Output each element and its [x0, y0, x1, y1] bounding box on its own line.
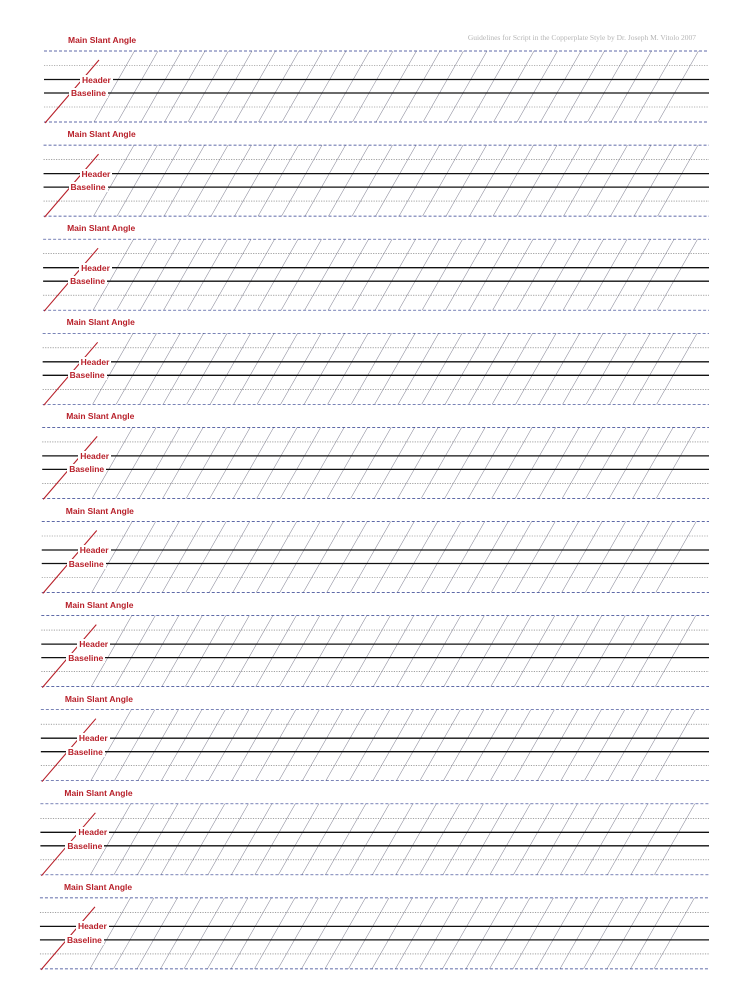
- slant-guide-line: [469, 239, 509, 310]
- slant-guide-line: [163, 333, 203, 404]
- slant-guide-line: [632, 522, 672, 593]
- slant-guide-line: [281, 239, 321, 310]
- slant-guide-line: [304, 427, 344, 498]
- slant-guide-line: [517, 145, 557, 216]
- slant-guide-line: [327, 522, 367, 593]
- slant-guide-line: [537, 804, 577, 875]
- slant-guide-line: [372, 898, 412, 969]
- slant-guide-line: [655, 616, 695, 687]
- slant-guide-line: [282, 145, 322, 216]
- slant-guide-line: [187, 333, 227, 404]
- slant-guide-line: [140, 239, 180, 310]
- slant-guide-line: [210, 427, 250, 498]
- slant-guide-line: [305, 145, 345, 216]
- slant-guide-line: [138, 710, 178, 781]
- slant-guide-line: [492, 427, 532, 498]
- slant-guide-line: [447, 51, 487, 122]
- slant-guide-line: [610, 333, 650, 404]
- slant-guide-line: [513, 898, 553, 969]
- slant-guide-line: [492, 333, 532, 404]
- slant-guide-line: [608, 710, 648, 781]
- slant-guide-line: [446, 239, 486, 310]
- slant-guide-line: [607, 804, 647, 875]
- slant-guide-line: [420, 710, 460, 781]
- slant-guide-line: [466, 898, 506, 969]
- slant-guide-line: [376, 51, 416, 122]
- slant-guide-line: [257, 427, 297, 498]
- slant-guide-line: [399, 239, 439, 310]
- slant-guide-line: [560, 804, 600, 875]
- slant-guide-line: [235, 145, 275, 216]
- slant-guide-line: [231, 804, 271, 875]
- slant-guide-line: [91, 710, 131, 781]
- slant-guide-line: [163, 427, 203, 498]
- slant-guide-line: [398, 333, 438, 404]
- slant-guide-line: [517, 51, 557, 122]
- slant-guide-line: [609, 522, 649, 593]
- slant-guide-line: [118, 51, 158, 122]
- slant-guide-line: [538, 616, 578, 687]
- slant-guide-line: [588, 51, 628, 122]
- slant-guide-line: [654, 898, 694, 969]
- slant-guide-line: [349, 804, 389, 875]
- slant-guide-line: [564, 145, 604, 216]
- slant-guide-line: [513, 804, 553, 875]
- slant-guide-line: [654, 804, 694, 875]
- slant-guide-line: [398, 427, 438, 498]
- baseline-label: Baseline: [68, 558, 104, 569]
- slant-guide-line: [210, 333, 250, 404]
- slant-guide-line: [141, 51, 181, 122]
- header-label: Header: [82, 74, 111, 85]
- slant-guide-line: [561, 710, 601, 781]
- slant-guide-line: [306, 51, 346, 122]
- slant-guide-line: [325, 804, 365, 875]
- slant-guide-line: [116, 333, 156, 404]
- slant-guide-line: [188, 145, 228, 216]
- slant-guide-line: [491, 616, 531, 687]
- slant-guide-line: [443, 710, 483, 781]
- baseline-label: Baseline: [69, 370, 105, 381]
- slant-guide-line: [514, 710, 554, 781]
- slant-guide-line: [611, 145, 651, 216]
- header-label: Header: [81, 262, 110, 273]
- slant-guide-line: [469, 333, 509, 404]
- slant-guide-line: [281, 333, 321, 404]
- slant-guide-line: [325, 898, 365, 969]
- slant-guide-line: [137, 898, 177, 969]
- main-slant-angle-label: Main Slant Angle: [64, 787, 133, 798]
- slant-guide-line: [632, 616, 672, 687]
- slant-guide-line: [256, 616, 296, 687]
- slant-guide-line: [353, 51, 393, 122]
- slant-guide-line: [562, 522, 602, 593]
- slant-guide-line: [490, 710, 530, 781]
- slant-guide-line: [610, 239, 650, 310]
- slant-guide-line: [493, 239, 533, 310]
- slant-guide-line: [115, 522, 155, 593]
- slant-guide-line: [91, 616, 131, 687]
- slant-guide-line: [303, 616, 343, 687]
- slant-guide-line: [561, 616, 601, 687]
- slant-guide-line: [658, 51, 698, 122]
- slant-guide-line: [207, 898, 247, 969]
- slant-guide-line: [188, 51, 228, 122]
- slant-guide-line: [633, 427, 673, 498]
- slant-guide-line: [278, 804, 318, 875]
- slant-guide-line: [186, 427, 226, 498]
- slant-guide-line: [138, 616, 178, 687]
- slant-guide-line: [656, 522, 696, 593]
- slant-guide-line: [539, 427, 579, 498]
- slant-guide-line: [466, 804, 506, 875]
- slant-guide-line: [259, 51, 299, 122]
- baseline-label: Baseline: [66, 934, 102, 945]
- header-label: Header: [77, 921, 107, 932]
- slant-guide-line: [280, 522, 320, 593]
- slant-guide-line: [328, 333, 368, 404]
- slant-guide-line: [349, 710, 389, 781]
- slant-guide-line: [231, 898, 271, 969]
- slant-guide-line: [186, 522, 226, 593]
- slant-guide-line: [536, 898, 576, 969]
- slant-guide-line: [374, 427, 414, 498]
- slant-guide-line: [397, 616, 437, 687]
- baseline-label: Baseline: [70, 276, 106, 287]
- slant-guide-line: [516, 239, 556, 310]
- header-label: Header: [80, 450, 110, 461]
- slant-guide-line: [160, 898, 200, 969]
- slant-guide-line: [630, 898, 670, 969]
- slant-guide-line: [515, 427, 555, 498]
- slant-guide-line: [208, 804, 248, 875]
- slant-guide-line: [329, 145, 369, 216]
- slant-guide-line: [305, 239, 345, 310]
- slant-guide-line: [140, 333, 180, 404]
- main-slant-angle-label: Main Slant Angle: [66, 317, 135, 328]
- slant-guide-line: [631, 710, 671, 781]
- header-label: Header: [78, 827, 108, 838]
- slant-guide-line: [467, 616, 507, 687]
- slant-guide-line: [584, 710, 624, 781]
- baseline-label: Baseline: [69, 464, 105, 475]
- slant-guide-line: [515, 522, 555, 593]
- slant-guide-line: [185, 710, 225, 781]
- slant-guide-line: [400, 51, 440, 122]
- slant-guide-line: [326, 616, 366, 687]
- slant-guide-line: [586, 333, 626, 404]
- slant-guide-line: [279, 710, 319, 781]
- slant-guide-line: [376, 145, 416, 216]
- slant-guide-line: [419, 898, 459, 969]
- slant-guide-line: [255, 710, 295, 781]
- baseline-label: Baseline: [67, 746, 103, 757]
- slant-guide-line: [540, 239, 580, 310]
- slant-guide-line: [327, 427, 367, 498]
- slant-guide-line: [232, 616, 272, 687]
- slant-guide-line: [161, 804, 201, 875]
- slant-guide-line: [422, 239, 462, 310]
- slant-guide-line: [657, 333, 697, 404]
- slant-guide-line: [92, 522, 132, 593]
- slant-guide-line: [115, 616, 155, 687]
- slant-guide-line: [634, 145, 674, 216]
- slant-guide-line: [375, 239, 415, 310]
- baseline-label: Baseline: [70, 182, 106, 193]
- slant-guide-line: [301, 898, 341, 969]
- slant-guide-line: [442, 898, 482, 969]
- slant-guide-line: [282, 51, 322, 122]
- slant-guide-line: [116, 427, 156, 498]
- slant-guide-line: [635, 51, 675, 122]
- slant-guide-line: [490, 804, 530, 875]
- slant-guide-line: [232, 710, 272, 781]
- slant-guide-line: [563, 239, 603, 310]
- slant-guide-line: [93, 239, 133, 310]
- slant-guide-line: [114, 804, 154, 875]
- slant-guide-line: [92, 427, 132, 498]
- slant-guide-line: [563, 333, 603, 404]
- slant-guide-line: [423, 51, 463, 122]
- slant-guide-line: [114, 710, 154, 781]
- header-label: Header: [81, 168, 111, 179]
- main-slant-angle-label: Main Slant Angle: [66, 411, 135, 422]
- slant-guide-line: [539, 333, 579, 404]
- slant-guide-line: [489, 898, 529, 969]
- slant-guide-line: [280, 427, 320, 498]
- slant-guide-line: [258, 145, 298, 216]
- slant-guide-line: [423, 145, 463, 216]
- slant-guide-line: [444, 616, 484, 687]
- slant-guide-line: [422, 333, 462, 404]
- slant-guide-line: [302, 804, 342, 875]
- slant-guide-line: [93, 333, 133, 404]
- slant-guide-line: [255, 804, 295, 875]
- slant-guide-line: [162, 616, 202, 687]
- slant-guide-line: [352, 145, 392, 216]
- slant-guide-line: [537, 710, 577, 781]
- slant-guide-line: [212, 51, 252, 122]
- slant-guide-line: [351, 427, 391, 498]
- header-label: Header: [78, 733, 108, 744]
- slant-guide-line: [493, 145, 533, 216]
- slant-guide-line: [304, 333, 344, 404]
- baseline-label: Baseline: [68, 652, 104, 663]
- slant-guide-line: [470, 51, 510, 122]
- slant-guide-line: [585, 616, 625, 687]
- slant-guide-line: [420, 616, 460, 687]
- slant-guide-line: [491, 522, 531, 593]
- slant-guide-line: [208, 710, 248, 781]
- slant-guide-line: [165, 51, 205, 122]
- slant-guide-line: [90, 898, 130, 969]
- slant-guide-line: [164, 239, 204, 310]
- slant-guide-line: [396, 710, 436, 781]
- slant-guide-line: [117, 145, 157, 216]
- baseline-label: Baseline: [67, 840, 103, 851]
- slant-guide-line: [399, 145, 439, 216]
- slant-guide-line: [137, 804, 177, 875]
- header-label: Header: [79, 545, 109, 555]
- slant-guide-line: [656, 427, 696, 498]
- slant-guide-line: [328, 239, 368, 310]
- slant-guide-line: [302, 710, 342, 781]
- slant-guide-line: [117, 239, 157, 310]
- slant-guide-line: [352, 239, 392, 310]
- slant-guide-line: [351, 333, 391, 404]
- slant-guide-line: [373, 616, 413, 687]
- slant-guide-line: [560, 898, 600, 969]
- slant-guide-line: [607, 898, 647, 969]
- slant-guide-line: [375, 333, 415, 404]
- slant-guide-line: [587, 239, 627, 310]
- slant-guide-line: [254, 898, 294, 969]
- slant-guide-line: [209, 616, 249, 687]
- slant-guide-line: [234, 333, 274, 404]
- slant-guide-line: [467, 710, 507, 781]
- slant-guide-line: [583, 898, 623, 969]
- slant-guide-line: [348, 898, 388, 969]
- slant-guide-line: [445, 333, 485, 404]
- slant-guide-line: [211, 145, 251, 216]
- slant-guide-line: [421, 522, 461, 593]
- main-slant-angle-label: Main Slant Angle: [65, 599, 134, 610]
- main-slant-angle-label: Main Slant Angle: [65, 505, 134, 516]
- slant-guide-line: [396, 804, 436, 875]
- slant-guide-line: [164, 145, 204, 216]
- slant-guide-line: [468, 522, 508, 593]
- header-label: Header: [79, 639, 109, 650]
- slant-guide-line: [395, 898, 435, 969]
- slant-guide-line: [329, 51, 369, 122]
- main-slant-angle-label: Main Slant Angle: [67, 223, 136, 234]
- slant-guide-line: [468, 427, 508, 498]
- slant-guide-line: [585, 522, 625, 593]
- slant-guide-line: [233, 427, 273, 498]
- slant-guide-line: [113, 898, 153, 969]
- main-slant-angle-label: Main Slant Angle: [68, 35, 137, 45]
- slant-guide-line: [397, 522, 437, 593]
- slant-guide-line: [540, 145, 580, 216]
- slant-guide-line: [443, 804, 483, 875]
- slant-guide-line: [494, 51, 534, 122]
- main-slant-angle-label: Main Slant Angle: [63, 881, 133, 892]
- slant-guide-line: [655, 710, 695, 781]
- slant-guide-line: [303, 522, 343, 593]
- slant-guide-line: [235, 51, 275, 122]
- slant-guide-line: [258, 239, 298, 310]
- slant-guide-line: [209, 522, 249, 593]
- slant-guide-line: [184, 804, 224, 875]
- slant-guide-line: [538, 522, 578, 593]
- slant-guide-line: [94, 51, 134, 122]
- slant-guide-line: [139, 522, 179, 593]
- slant-guide-line: [372, 804, 412, 875]
- slant-guide-line: [541, 51, 581, 122]
- slant-guide-line: [564, 51, 604, 122]
- slant-guide-line: [658, 145, 698, 216]
- slant-guide-line: [419, 804, 459, 875]
- slant-guide-line: [162, 522, 202, 593]
- slant-guide-line: [514, 616, 554, 687]
- slant-guide-line: [211, 239, 251, 310]
- baseline-label: Baseline: [71, 88, 106, 98]
- slant-guide-line: [233, 522, 273, 593]
- slant-guide-line: [470, 145, 510, 216]
- slant-guide-line: [278, 898, 318, 969]
- slant-guide-line: [90, 804, 130, 875]
- slant-guide-line: [516, 333, 556, 404]
- slant-guide-line: [562, 427, 602, 498]
- slant-guide-line: [279, 616, 319, 687]
- slant-guide-line: [257, 333, 297, 404]
- slant-guide-line: [611, 51, 651, 122]
- main-slant-angle-label: Main Slant Angle: [67, 129, 136, 140]
- slant-guide-line: [234, 239, 274, 310]
- slant-guide-line: [444, 522, 484, 593]
- slant-guide-line: [187, 239, 227, 310]
- slant-guide-line: [350, 522, 390, 593]
- credit-line: Guidelines for Script in the Copperplate Style by Dr. Joseph M. Vitolo 2007: [467, 33, 696, 42]
- slant-guide-line: [141, 145, 181, 216]
- slant-guide-line: [609, 427, 649, 498]
- slant-guide-line: [634, 239, 674, 310]
- slant-guide-line: [161, 710, 201, 781]
- slant-guide-line: [446, 145, 486, 216]
- slant-guide-line: [185, 616, 225, 687]
- slant-guide-line: [256, 522, 296, 593]
- slant-guide-line: [657, 239, 697, 310]
- slant-guide-line: [587, 145, 627, 216]
- slant-guide-line: [586, 427, 626, 498]
- slant-guide-line: [350, 616, 390, 687]
- slant-guide-line: [139, 427, 179, 498]
- slant-guide-line: [631, 804, 671, 875]
- slant-guide-line: [584, 804, 624, 875]
- slant-guide-line: [94, 145, 134, 216]
- slant-guide-line: [421, 427, 461, 498]
- main-slant-angle-label: Main Slant Angle: [64, 693, 134, 704]
- slant-guide-line: [445, 427, 485, 498]
- slant-guide-line: [374, 522, 414, 593]
- slant-guide-line: [373, 710, 413, 781]
- slant-guide-line: [608, 616, 648, 687]
- slant-guide-line: [633, 333, 673, 404]
- slant-guide-line: [184, 898, 224, 969]
- header-label: Header: [80, 356, 110, 367]
- slant-guide-line: [326, 710, 366, 781]
